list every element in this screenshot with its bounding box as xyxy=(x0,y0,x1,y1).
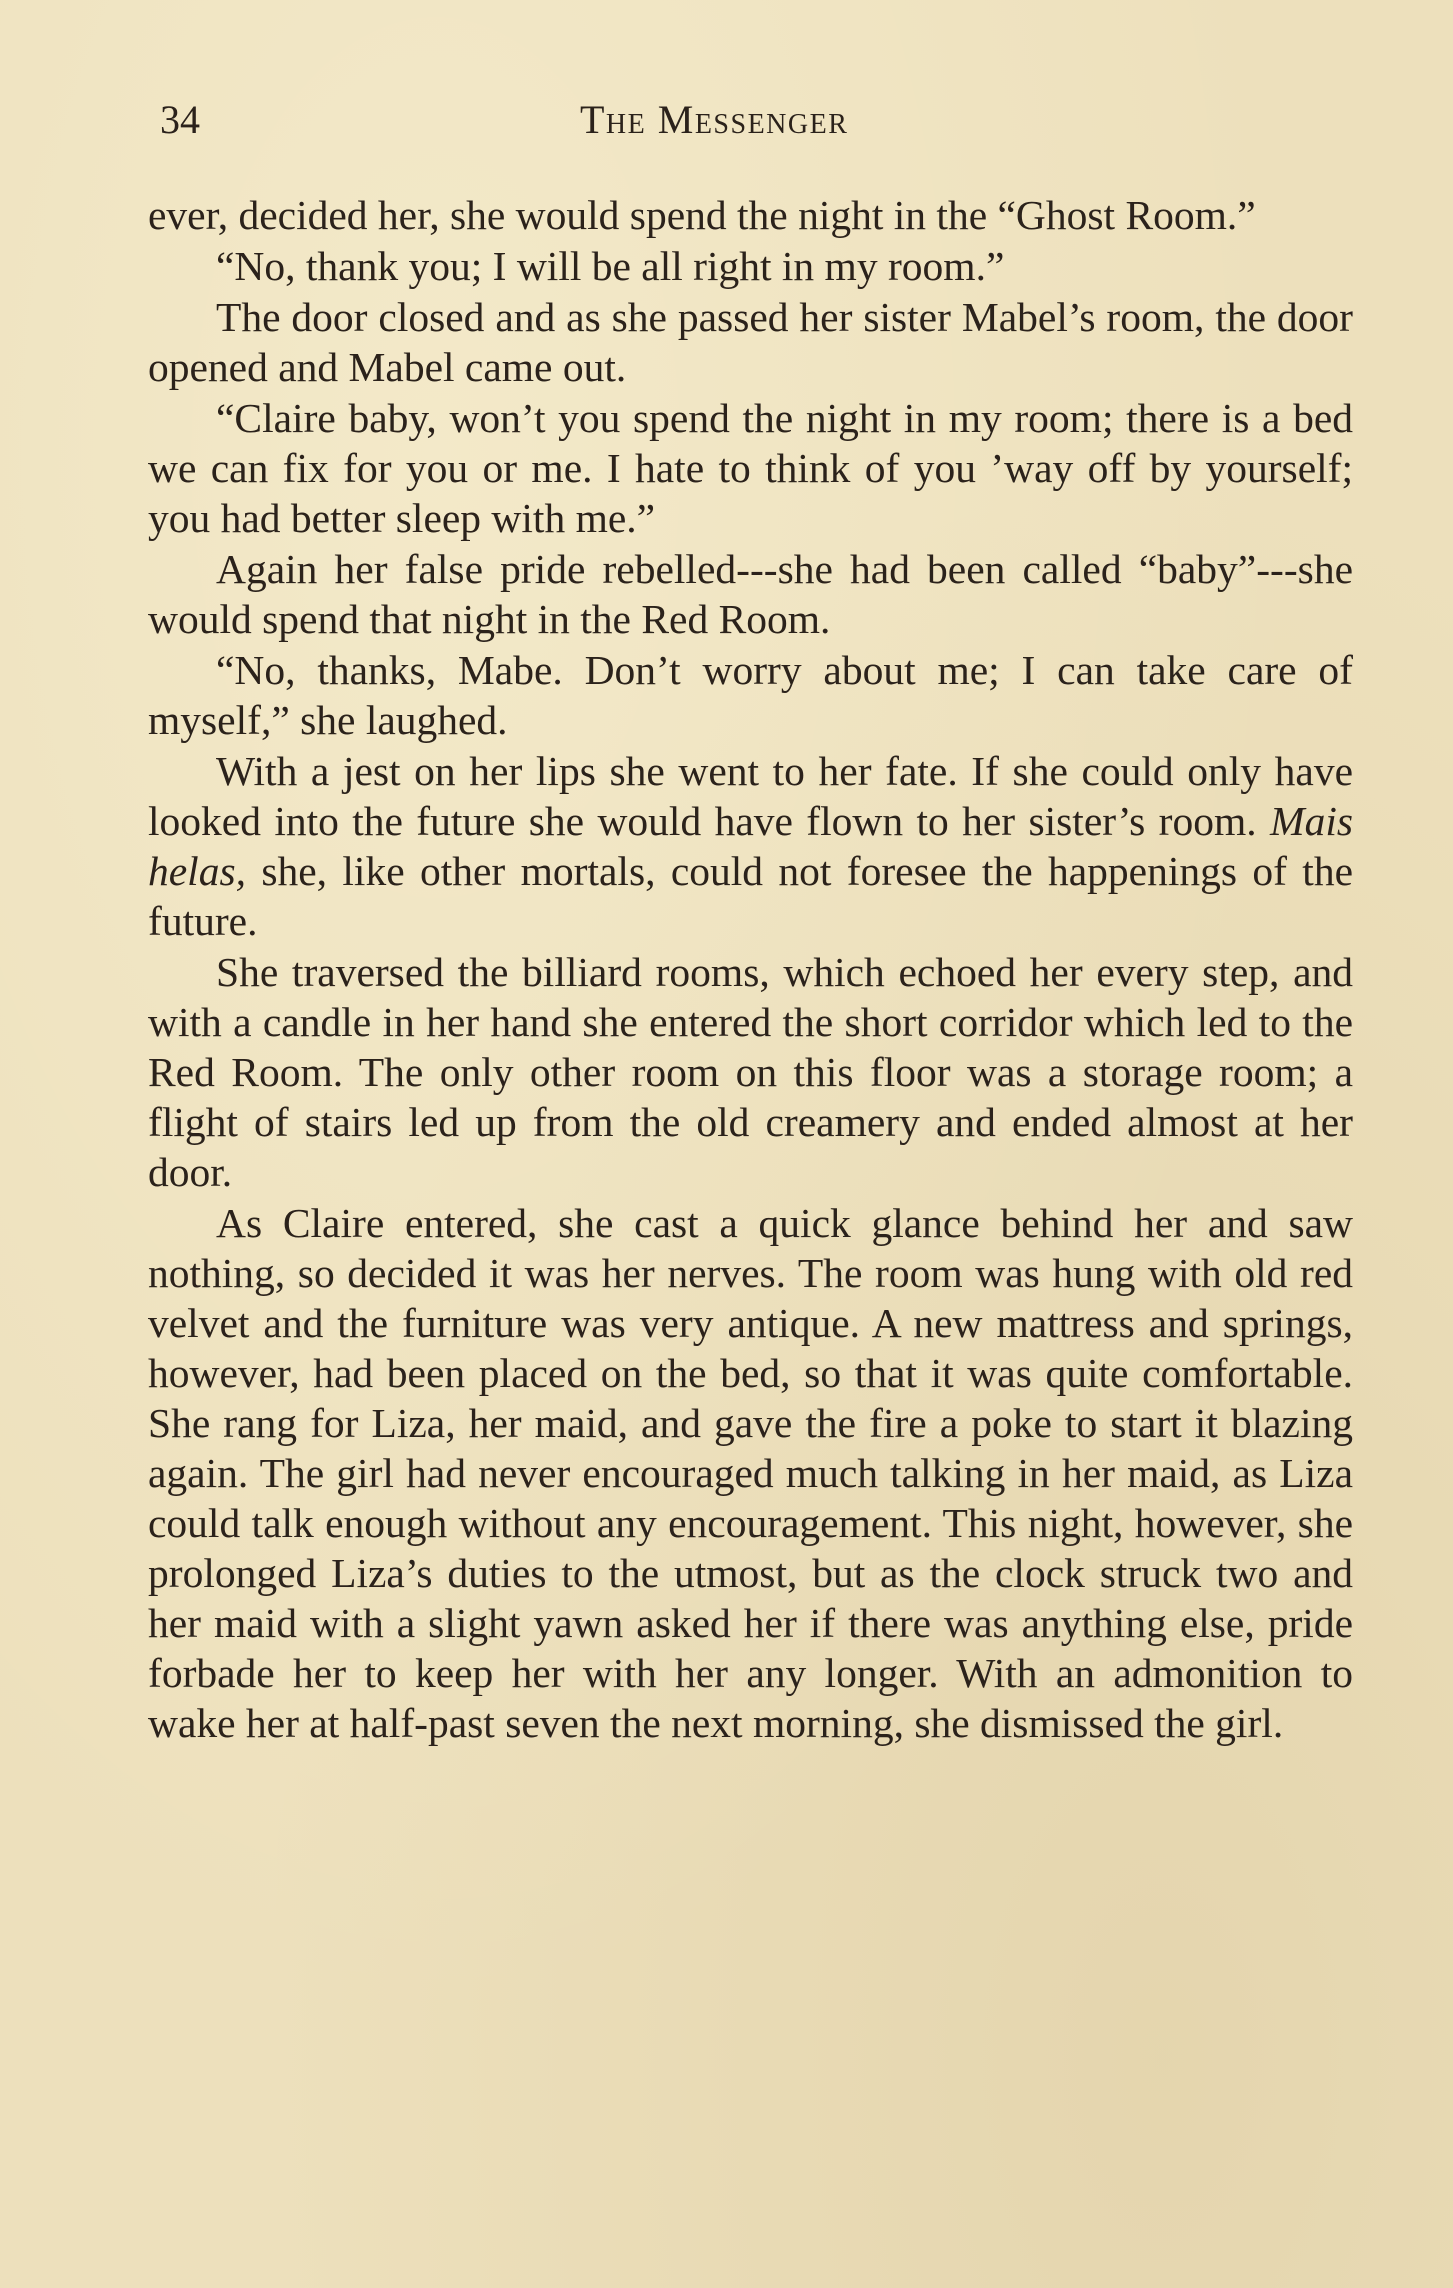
body-text xyxy=(148,190,1353,1749)
paragraph-6: “No, thanks, Mabe. Don’t worry about me; I can take care of myself,” she laughed. xyxy=(148,647,1353,743)
paragraph-9: As Claire entered, she cast a quick glance behind her and saw nothing, so decided it was her nerves. The room was hung with old red velvet and the furniture was very antique. A new mattress and springs, however, had been placed on the bed, so that it was quite comfortable. She rang for Liza, her maid, and gave the fire a poke to start it blazing again. The girl had never encouraged much talking in her maid, as Liza could talk enough without any encouragement. This night, however, she prolonged Liza’s duties to the utmost, but as the clock struck two and her maid with a slight yawn asked her if there was anything else, pride forbade her to keep her with her any longer. With an admonition to wake her at half-past seven the next morning, she dismissed the girl. xyxy=(148,1200,1353,1746)
paragraph-4: “Claire baby, won’t you spend the night in my room; there is a bed we can fix for you or me. I hate to think of you ’way off by yourself; you had better sleep with me.” xyxy=(148,395,1353,541)
paragraph-7-italic-phrase: Mais helas, xyxy=(148,798,1353,894)
paragraph-7 xyxy=(148,746,1353,946)
paragraph-1: ever, decided her, she would spend the night in the “Ghost Room.” xyxy=(148,192,1256,238)
page-header xyxy=(160,90,1360,150)
paragraph-7-text-before: With a jest on her lips she went to her fate. If she could only have looked into the future she would have flown to her sister’s room. xyxy=(148,748,1353,844)
paragraph-3: The door closed and as she passed her sister Mabel’s room, the door opened and Mabel came out. xyxy=(148,294,1353,390)
paragraph-8: She traversed the billiard rooms, which echoed her every step, and with a candle in her hand she entered the short corridor which led to the Red Room. The only other room on this floor was a storage room; a flight of stairs led up from the old creamery and ended almost at her door. xyxy=(148,949,1353,1195)
running-title: The Messenger xyxy=(580,97,849,142)
paragraph-2: “No, thank you; I will be all right in my room.” xyxy=(216,243,1005,289)
page-number: 34 xyxy=(160,97,200,142)
paragraph-5: Again her false pride rebelled---she had been called “baby”---she would spend that night in the Red Room. xyxy=(148,546,1353,642)
paragraph-7-text-after: she, like other mortals, could not foresee the happenings of the future. xyxy=(148,848,1353,944)
